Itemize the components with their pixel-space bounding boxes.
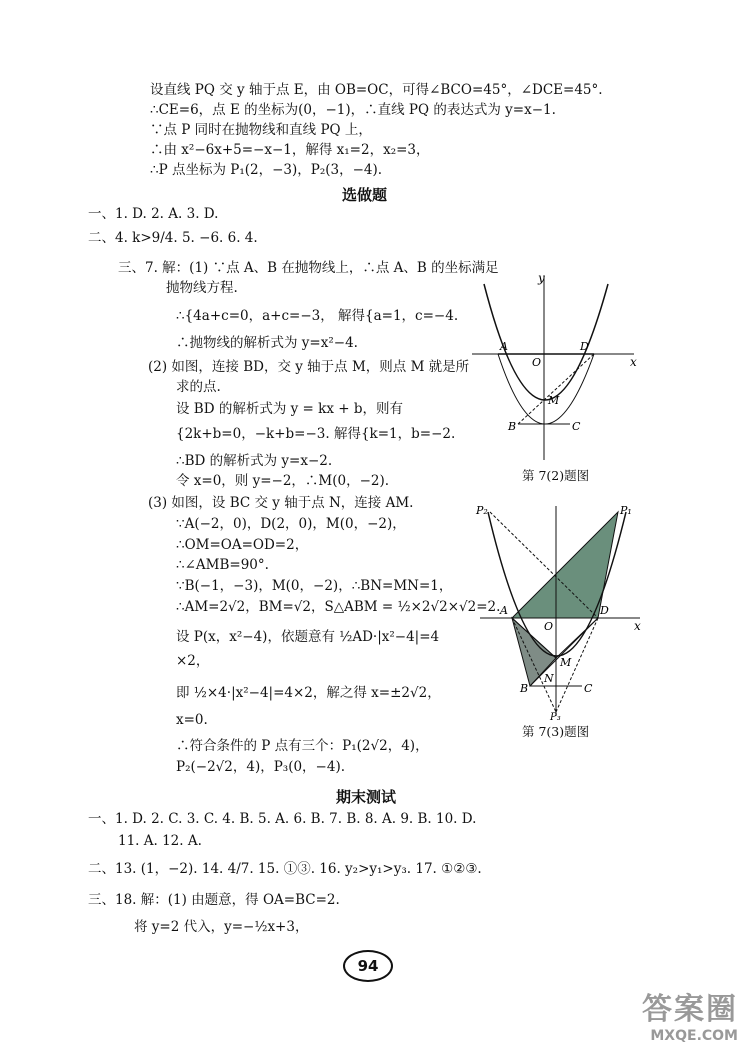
label-m: M xyxy=(560,656,572,669)
intro-line-5: ∴P 点坐标为 P₁(2，−3)，P₂(3，−4). xyxy=(150,162,383,178)
label-p1: P₁ xyxy=(620,504,632,517)
figure-7-3 xyxy=(470,500,646,722)
s1-line-24: P₂(−2√2，4)，P₃(0，−4). xyxy=(176,759,346,775)
label-p3: P₃ xyxy=(550,712,561,722)
s1-line-5: ∴{4a+c=0，a+c=−3， 解得{a=1，c=−4. xyxy=(176,308,459,324)
watermark-text: 答案圈 xyxy=(642,992,738,1027)
s1-line-17: ∵B(−1，−3)，M(0，−2)，∴BN=MN=1， xyxy=(176,578,453,594)
s1-line-15: ∴OM=OA=OD=2， xyxy=(176,537,309,553)
label-d: D xyxy=(580,340,589,353)
label-a: A xyxy=(500,604,508,617)
label-c: C xyxy=(584,682,593,695)
section-title-final-test: 期末测试 xyxy=(336,788,397,806)
s1-line-7: (2) 如图，连接 BD，交 y 轴于点 M，则点 M 就是所 xyxy=(148,359,470,375)
s1-line-1: 一、1. D. 2. A. 3. D. xyxy=(88,206,219,222)
label-b: B xyxy=(508,420,517,433)
s1-line-10: {2k+b=0，−k+b=−3. 解得{k=1，b=−2. xyxy=(176,426,456,442)
watermark xyxy=(642,984,738,1044)
s2-line-1: 一、1. D. 2. C. 3. C. 4. B. 5. A. 6. B. 7. B. 8. A. 9. B. 10. D. xyxy=(88,811,477,827)
page-number: 94 xyxy=(343,950,393,982)
s1-line-22: x=0. xyxy=(176,712,208,728)
intro-line-2: ∴CE=6，点 E 的坐标为(0，−1)，∴直线 PQ 的表达式为 y=x−1. xyxy=(150,102,556,118)
s1-line-18: ∴AM=2√2，BM=√2，S△ABM = ½×2√2×√2=2. xyxy=(176,599,501,615)
s1-line-14: ∵A(−2，0)，D(2，0)，M(0，−2)， xyxy=(176,516,406,532)
intro-line-4: ∴由 x²−6x+5=−x−1，解得 x₁=2，x₂=3， xyxy=(150,142,430,158)
s1-line-8: 求的点. xyxy=(176,379,221,395)
label-p2: P₂ xyxy=(476,504,488,517)
figure-7-3-caption: 第 7(3)题图 xyxy=(522,724,590,739)
intro-line-3: ∵点 P 同时在抛物线和直线 PQ 上， xyxy=(150,122,372,138)
s1-line-2: 二、4. k>9/4. 5. −6. 6. 4. xyxy=(88,230,258,246)
s1-line-9: 设 BD 的解析式为 y = kx + b，则有 xyxy=(176,401,403,417)
label-m: M xyxy=(548,394,560,407)
label-c: C xyxy=(572,420,581,433)
s1-line-12: 令 x=0，则 y=−2，∴M(0，−2). xyxy=(176,473,390,489)
label-o: O xyxy=(544,620,554,633)
intro-line-1: 设直线 PQ 交 y 轴于点 E，由 OB=OC，可得∠BCO=45°，∠DCE=45°. xyxy=(150,82,603,98)
label-x: x xyxy=(630,355,637,369)
s2-line-4: 三、18. 解：(1) 由题意，得 OA=BC=2. xyxy=(88,892,340,908)
segment-bd xyxy=(518,354,594,424)
s1-line-6: ∴抛物线的解析式为 y=x²−4. xyxy=(176,335,358,351)
s1-line-16: ∴∠AMB=90°. xyxy=(176,557,269,573)
s1-line-20: ×2， xyxy=(176,653,210,669)
s1-line-11: ∴BD 的解析式为 y=x−2. xyxy=(176,453,333,469)
s1-line-13: (3) 如图，设 BC 交 y 轴于点 N，连接 AM. xyxy=(148,495,414,511)
s1-line-21: 即 ½×4·|x²−4|=4×2，解之得 x=±2√2， xyxy=(176,685,441,701)
s1-line-23: ∴符合条件的 P 点有三个：P₁(2√2，4)， xyxy=(176,738,429,754)
label-x: x xyxy=(634,619,641,633)
label-n: N xyxy=(544,672,554,685)
label-d: D xyxy=(600,604,609,617)
label-y: y xyxy=(538,271,545,285)
s1-line-3: 三、7. 解：(1) ∵点 A、B 在抛物线上，∴点 A、B 的坐标满足 xyxy=(118,260,499,276)
figure-7-2-caption: 第 7(2)题图 xyxy=(522,468,590,483)
s2-line-5: 将 y=2 代入，y=−½x+3， xyxy=(134,919,309,935)
figure-7-2 xyxy=(466,270,642,466)
label-o: O xyxy=(532,356,542,369)
shaded-triangle-p1 xyxy=(512,512,618,618)
section-title-optional: 选做题 xyxy=(342,186,388,204)
label-a: A xyxy=(500,340,508,353)
watermark-url: MXQE.COM xyxy=(650,1028,738,1044)
s1-line-19: 设 P(x，x²−4)，依题意有 ½AD·|x²−4|=4 xyxy=(176,629,440,645)
label-b: B xyxy=(520,682,529,695)
s2-line-2: 11. A. 12. A. xyxy=(118,833,202,849)
s2-line-3: 二、13. (1，−2). 14. 4/7. 15. ①③. 16. y₂>y₁>y₃. 17. ①②③. xyxy=(88,861,482,877)
s1-line-4: 抛物线方程. xyxy=(166,280,238,296)
